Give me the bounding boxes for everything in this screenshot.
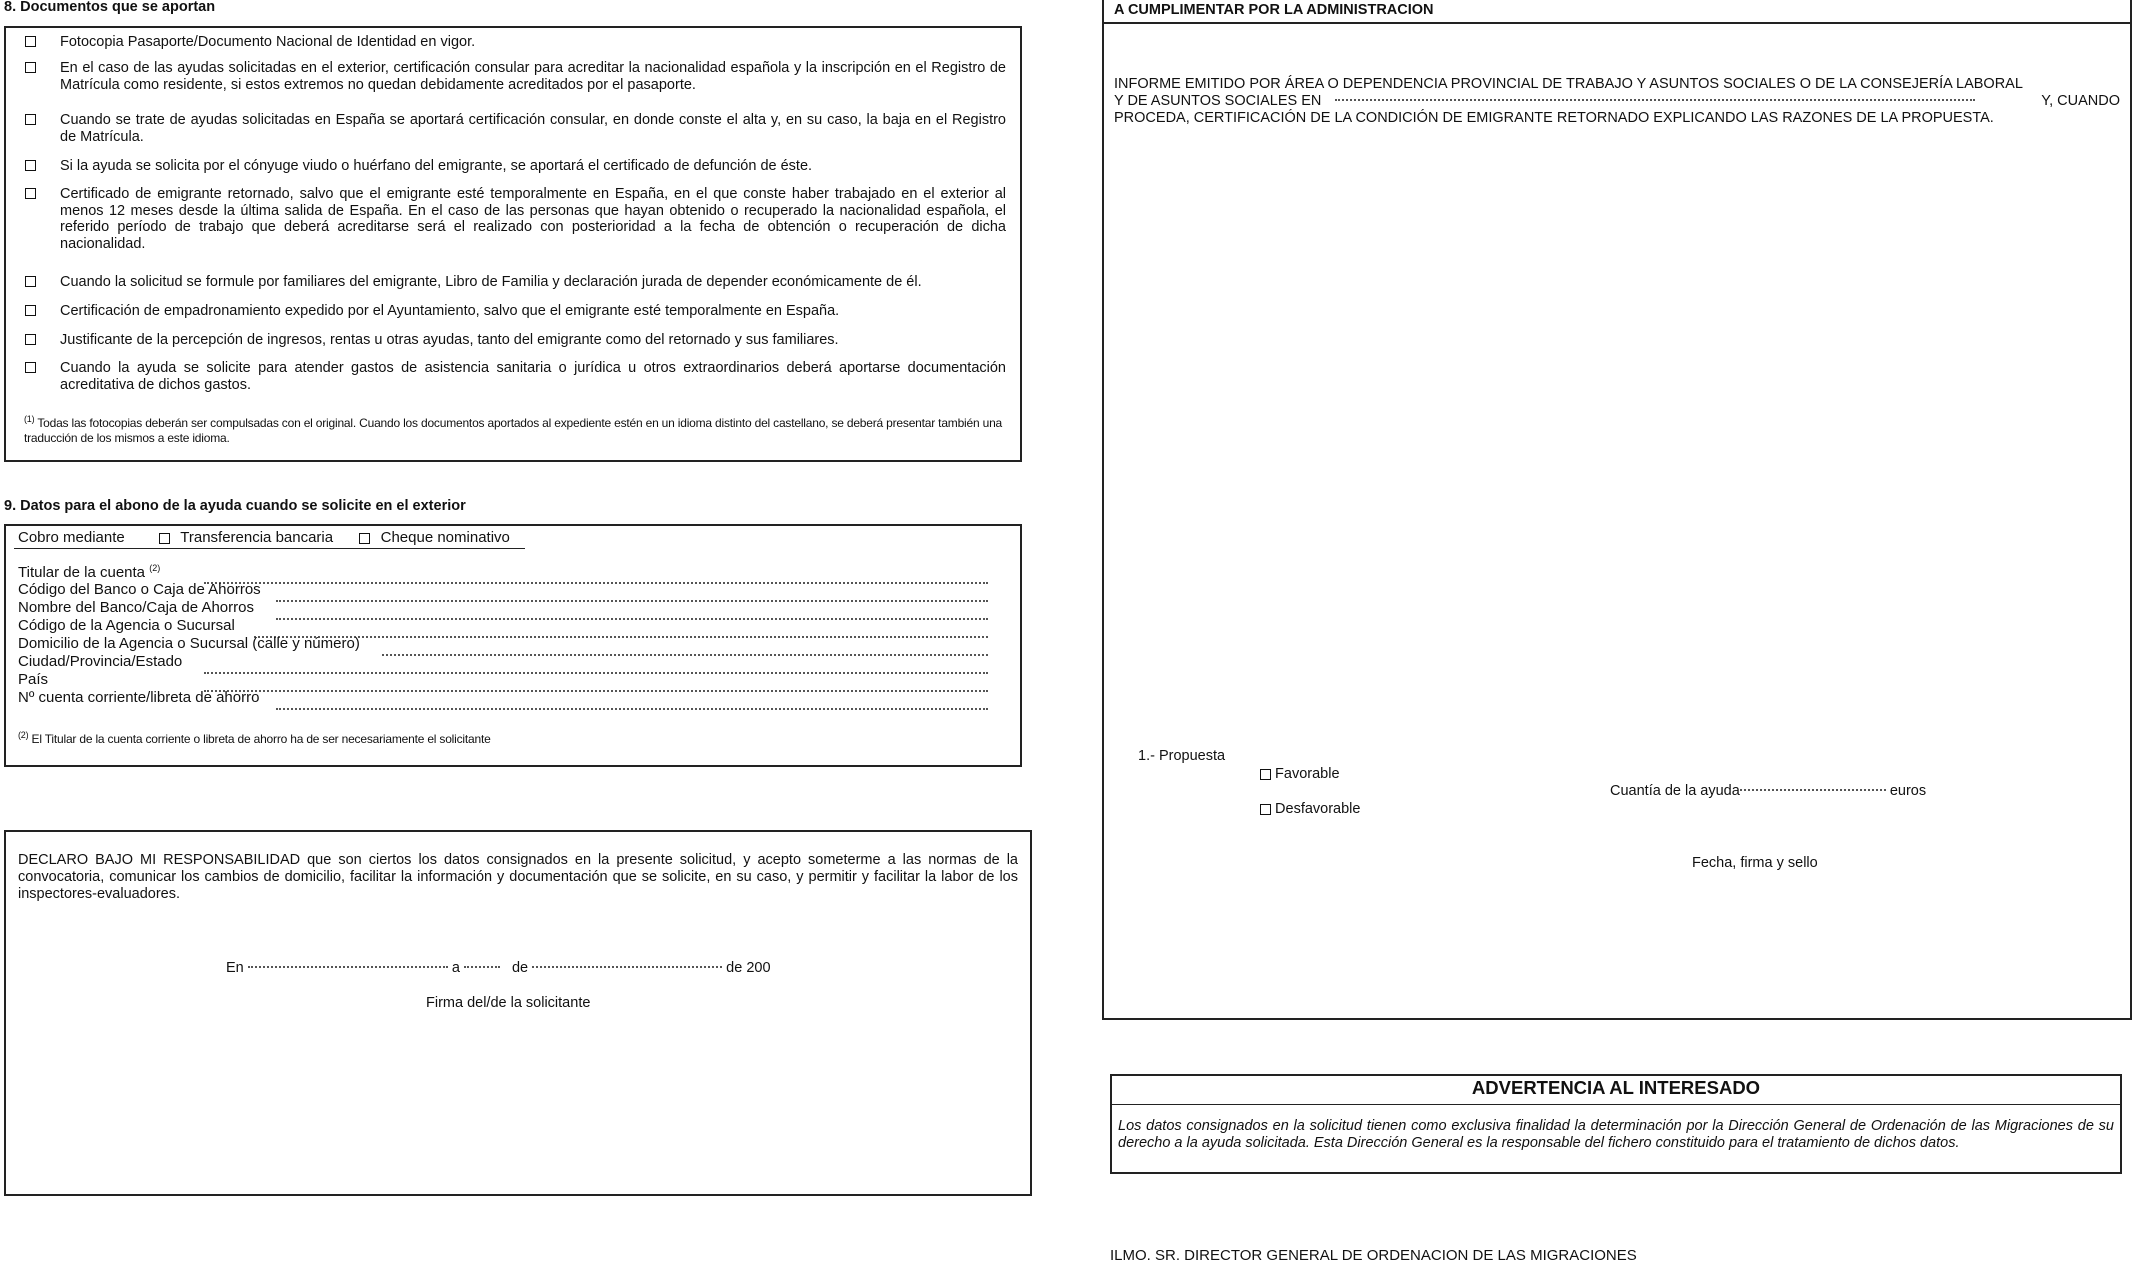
document-item	[20, 332, 1006, 349]
desfavorable-checkbox[interactable]	[1260, 804, 1271, 815]
document-item-text: Certificación de empadronamiento expedido por el Ayuntamiento, salvo que el emigrante esté temporalmente en España.	[60, 303, 840, 319]
place-a-label: a	[451, 960, 460, 976]
administration-box	[1102, 0, 2132, 1020]
field-label: Ciudad/Provincia/Estado	[18, 653, 183, 670]
cuantia-label: Cuantía de la ayuda	[1610, 783, 1740, 799]
document-checkbox[interactable]	[25, 62, 36, 73]
document-item	[20, 360, 1006, 393]
document-item-text: Cuando la solicitud se formule por familiares del emigrante, Libro de Familia y declaración jurada de depender económicamente de él.	[60, 274, 922, 290]
section-8-title: 8. Documentos que se aportan	[4, 0, 216, 15]
applicant-signature-label: Firma del/de la solicitante	[426, 995, 591, 1011]
document-item-text: Cuando se trate de ayudas solicitadas en España se aportará certificación consular, en donde conste el alta y, en su caso, la baja en el Registro de Matrícula.	[60, 112, 1006, 145]
advertencia-text: Los datos consignados en la solicitud tienen como exclusiva finalidad la determinación por la Dirección General de Ordenación de las Migraciones de su derecho a la ayuda solicitada. Esta Dirección General es la responsable del fichero constituido para el tratamiento de dichos datos.	[1118, 1118, 2114, 1151]
documents-box	[4, 26, 1022, 462]
field-label: Domicilio de la Agencia o Sucursal (calle y número)	[18, 635, 360, 652]
field-city	[18, 653, 182, 670]
field-label: Código de la Agencia o Sucursal	[18, 617, 235, 634]
document-checkbox[interactable]	[25, 188, 36, 199]
admin-title: A CUMPLIMENTAR POR LA ADMINISTRACION	[1114, 2, 1434, 18]
document-item	[20, 34, 1006, 51]
admin-signature-label: Fecha, firma y sello	[1692, 855, 1818, 871]
field-country	[18, 671, 48, 688]
field-label: Nº cuenta corriente/libreta de ahorro	[18, 689, 260, 706]
favorable-option[interactable]	[1260, 766, 1340, 782]
informe-line-2	[1114, 93, 2120, 110]
document-checkbox[interactable]	[25, 362, 36, 373]
province-input-line[interactable]	[1335, 97, 1975, 101]
document-item	[20, 112, 1006, 145]
place-en-label: En	[226, 960, 244, 976]
payment-method-row	[18, 529, 510, 546]
document-checkbox[interactable]	[25, 305, 36, 316]
place-input-line[interactable]	[248, 964, 448, 968]
cobro-label: Cobro mediante	[18, 529, 125, 546]
account-number-input-line[interactable]	[276, 706, 988, 710]
advertencia-divider	[1112, 1104, 2120, 1105]
document-checkbox[interactable]	[25, 160, 36, 171]
declaration-text: DECLARO BAJO MI RESPONSABILIDAD que son ciertos los datos consignados en la presente solicitud, y acepto someterme a las normas de la convocatoria, comunicar los cambios de domicilio, facilitar la información y documentación que se solicite, en su caso, y permitir y facilitar la labor de los inspectores-evaluadores.	[18, 852, 1018, 902]
month-input-line[interactable]	[532, 964, 722, 968]
desfavorable-option[interactable]	[1260, 801, 1360, 817]
day-input-line[interactable]	[464, 964, 500, 968]
favorable-label: Favorable	[1275, 766, 1340, 782]
branch-code-input-line[interactable]	[254, 634, 988, 638]
favorable-checkbox[interactable]	[1260, 769, 1271, 780]
field-label: Titular de la cuenta	[18, 564, 146, 581]
informe-line-1: INFORME EMITIDO POR ÁREA O DEPENDENCIA PROVINCIAL DE TRABAJO Y ASUNTOS SOCIALES O DE LA CONSEJERÍA LABORAL	[1114, 76, 2023, 92]
admin-title-divider	[1104, 22, 2130, 24]
titular-footnote-mark: (2)	[149, 563, 161, 573]
propuesta-label: 1.- Propuesta	[1138, 748, 1226, 764]
informe-line-3: PROCEDA, CERTIFICACIÓN DE LA CONDICIÓN DE EMIGRANTE RETORNADO EXPLICANDO LAS RAZONES DE LA PROPUESTA.	[1114, 110, 1994, 126]
bank-name-input-line[interactable]	[276, 616, 988, 620]
year-label: de 200	[726, 960, 771, 976]
document-checkbox[interactable]	[25, 276, 36, 287]
document-item-text: Certificado de emigrante retornado, salvo que el emigrante esté temporalmente en España, en el que conste haber trabajado en el exterior al menos 12 meses desde la última salida de España. En el caso de las personas que hayan obtenido o recuperado la nacionalidad española, el referido período de trabajo que deberá acreditarse será el realizado con posterioridad a la fecha de obtención o recuperación de dicha nacionalidad.	[60, 186, 1006, 253]
titular-footnote	[18, 728, 491, 747]
document-checkbox[interactable]	[25, 114, 36, 125]
bank-code-input-line[interactable]	[276, 598, 988, 602]
transfer-label: Transferencia bancaria	[180, 529, 334, 546]
field-titular	[18, 563, 160, 581]
transfer-checkbox[interactable]	[159, 533, 170, 544]
document-item-text: Fotocopia Pasaporte/Documento Nacional de Identidad en vigor.	[60, 34, 476, 50]
field-label: Código del Banco o Caja de Ahorros	[18, 581, 261, 598]
field-branch-address	[18, 635, 360, 652]
declaration-box	[4, 830, 1032, 1196]
photocopy-footnote	[24, 412, 1006, 446]
branch-address-input-line[interactable]	[382, 652, 988, 656]
desfavorable-label: Desfavorable	[1275, 801, 1361, 817]
field-branch-code	[18, 617, 235, 634]
document-item-text: Justificante de la percepción de ingresos, rentas u otras ayudas, tanto del emigrante como del retornado y sus familiares.	[60, 332, 839, 348]
place-date-line	[226, 960, 771, 976]
footnote-text: El Titular de la cuenta corriente o libreta de ahorro ha de ser necesariamente el solicitante	[31, 732, 491, 746]
field-label: Nombre del Banco/Caja de Ahorros	[18, 599, 254, 616]
cuantia-input-line[interactable]	[1740, 787, 1886, 791]
city-input-line[interactable]	[204, 670, 988, 674]
advertencia-box	[1110, 1074, 2122, 1174]
document-checkbox[interactable]	[25, 36, 36, 47]
document-item	[20, 158, 1006, 175]
document-item-text: En el caso de las ayudas solicitadas en el exterior, certificación consular para acreditar la nacionalidad española y la inscripción en el Registro de Matrícula como residente, si estos extremos no quedan debidamente acreditados por el pasaporte.	[60, 60, 1006, 93]
document-item-text: Si la ayuda se solicita por el cónyuge viudo o huérfano del emigrante, se aportará el certificado de defunción de éste.	[60, 158, 813, 174]
cuantia-unit: euros	[1889, 783, 1927, 799]
addressee: ILMO. SR. DIRECTOR GENERAL DE ORDENACION DE LAS MIGRACIONES	[1110, 1247, 1637, 1264]
bank-details-box	[4, 524, 1022, 767]
footnote-mark: (2)	[18, 730, 29, 740]
field-account-number	[18, 689, 259, 706]
section-9-title: 9. Datos para el abono de la ayuda cuando se solicite en el exterior	[4, 498, 466, 514]
payment-method-underline	[14, 548, 525, 549]
field-bank-name	[18, 599, 254, 616]
document-item-text: Cuando la ayuda se solicite para atender gastos de asistencia sanitaria o jurídica u otros extraordinarios deberá aportarse documentación acreditativa de dichos gastos.	[60, 360, 1006, 393]
footnote-mark: (1)	[24, 414, 35, 424]
informe-text	[1114, 76, 2120, 127]
cuantia-row	[1610, 783, 1926, 799]
country-input-line[interactable]	[204, 688, 988, 692]
cheque-checkbox[interactable]	[359, 533, 370, 544]
advertencia-title: ADVERTENCIA AL INTERESADO	[1471, 1077, 1761, 1098]
document-item	[20, 303, 1006, 320]
cheque-label: Cheque nominativo	[380, 529, 510, 546]
titular-input-line[interactable]	[204, 580, 988, 584]
informe-line-2-start: Y DE ASUNTOS SOCIALES EN	[1114, 93, 1322, 109]
document-item	[20, 186, 1006, 253]
document-item	[20, 60, 1006, 93]
document-checkbox[interactable]	[25, 334, 36, 345]
informe-line-2-end: Y, CUANDO	[2041, 93, 2120, 109]
field-bank-code	[18, 581, 261, 598]
field-label: País	[18, 671, 49, 688]
footnote-text: Todas las fotocopias deberán ser compulsadas con el original. Cuando los documentos aportados al expediente estén en un idioma distinto del castellano, se deberá presentar también una traducción de los mismos a este idioma.	[24, 416, 1003, 445]
place-de-label: de	[511, 960, 529, 976]
document-item	[20, 274, 1006, 291]
